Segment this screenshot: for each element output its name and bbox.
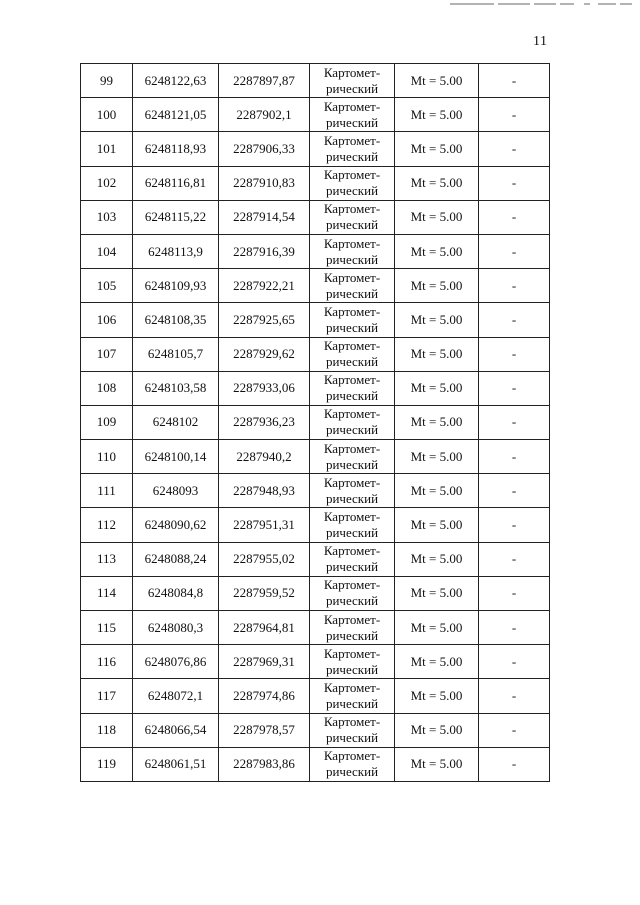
method-line-1: Картомет- — [323, 611, 381, 627]
point-number-cell: 108 — [81, 371, 133, 405]
accuracy-cell: Mt = 5.00 — [395, 371, 479, 405]
method-line-2: рический — [325, 695, 379, 711]
page-number: 11 — [533, 34, 548, 49]
y-coordinate-cell: 2287951,31 — [219, 508, 310, 542]
x-coordinate-cell: 6248121,05 — [133, 98, 219, 132]
note-cell: - — [479, 440, 550, 474]
method-line-2: рический — [325, 285, 379, 301]
point-number-cell: 102 — [81, 166, 133, 200]
method-line-1: Картомет- — [323, 338, 381, 354]
method-line-2: рический — [325, 456, 379, 472]
y-coordinate-cell: 2287922,21 — [219, 269, 310, 303]
x-coordinate-cell: 6248072,1 — [133, 679, 219, 713]
method-cell — [310, 132, 395, 166]
x-coordinate-cell: 6248108,35 — [133, 303, 219, 337]
note-cell: - — [479, 474, 550, 508]
method-line-1: Картомет- — [323, 132, 381, 148]
x-coordinate-cell: 6248090,62 — [133, 508, 219, 542]
x-coordinate-cell: 6248109,93 — [133, 269, 219, 303]
method-cell — [310, 713, 395, 747]
accuracy-cell: Mt = 5.00 — [395, 542, 479, 576]
accuracy-cell: Mt = 5.00 — [395, 679, 479, 713]
method-line-1: Картомет- — [323, 440, 381, 456]
y-coordinate-cell: 2287969,31 — [219, 645, 310, 679]
accuracy-cell: Mt = 5.00 — [395, 303, 479, 337]
note-cell: - — [479, 371, 550, 405]
y-coordinate-cell: 2287916,39 — [219, 234, 310, 268]
x-coordinate-cell: 6248084,8 — [133, 576, 219, 610]
accuracy-cell: Mt = 5.00 — [395, 747, 479, 781]
coordinates-table — [80, 63, 550, 782]
note-cell: - — [479, 64, 550, 98]
method-cell — [310, 234, 395, 268]
method-line-1: Картомет- — [323, 235, 381, 251]
note-cell: - — [479, 303, 550, 337]
x-coordinate-cell: 6248122,63 — [133, 64, 219, 98]
method-cell — [310, 371, 395, 405]
method-line-1: Картомет- — [323, 372, 381, 388]
table-row — [81, 337, 550, 371]
table-row — [81, 64, 550, 98]
point-number-cell: 119 — [81, 747, 133, 781]
method-line-1: Картомет- — [323, 98, 381, 114]
method-line-2: рический — [325, 354, 379, 370]
note-cell: - — [479, 645, 550, 679]
x-coordinate-cell: 6248093 — [133, 474, 219, 508]
x-coordinate-cell: 6248100,14 — [133, 440, 219, 474]
point-number-cell: 110 — [81, 440, 133, 474]
y-coordinate-cell: 2287948,93 — [219, 474, 310, 508]
y-coordinate-cell: 2287964,81 — [219, 611, 310, 645]
point-number-cell: 104 — [81, 234, 133, 268]
accuracy-cell: Mt = 5.00 — [395, 576, 479, 610]
x-coordinate-cell: 6248113,9 — [133, 234, 219, 268]
table-row — [81, 474, 550, 508]
x-coordinate-cell: 6248115,22 — [133, 200, 219, 234]
method-line-2: рический — [325, 114, 379, 130]
method-cell — [310, 303, 395, 337]
table-row — [81, 166, 550, 200]
note-cell: - — [479, 508, 550, 542]
method-line-2: рический — [325, 80, 379, 96]
accuracy-cell: Mt = 5.00 — [395, 234, 479, 268]
method-cell — [310, 98, 395, 132]
x-coordinate-cell: 6248088,24 — [133, 542, 219, 576]
point-number-cell: 113 — [81, 542, 133, 576]
x-coordinate-cell: 6248103,58 — [133, 371, 219, 405]
point-number-cell: 111 — [81, 474, 133, 508]
method-line-2: рический — [325, 661, 379, 677]
accuracy-cell: Mt = 5.00 — [395, 64, 479, 98]
x-coordinate-cell: 6248076,86 — [133, 645, 219, 679]
x-coordinate-cell: 6248116,81 — [133, 166, 219, 200]
y-coordinate-cell: 2287910,83 — [219, 166, 310, 200]
table-row — [81, 747, 550, 781]
note-cell: - — [479, 542, 550, 576]
method-line-2: рический — [325, 319, 379, 335]
method-cell — [310, 508, 395, 542]
note-cell: - — [479, 679, 550, 713]
table-row — [81, 713, 550, 747]
coordinates-table-body — [81, 64, 550, 782]
y-coordinate-cell: 2287925,65 — [219, 303, 310, 337]
table-row — [81, 576, 550, 610]
point-number-cell: 107 — [81, 337, 133, 371]
note-cell: - — [479, 747, 550, 781]
y-coordinate-cell: 2287978,57 — [219, 713, 310, 747]
method-line-1: Картомет- — [323, 543, 381, 559]
method-line-2: рический — [325, 183, 379, 199]
x-coordinate-cell: 6248105,7 — [133, 337, 219, 371]
note-cell: - — [479, 132, 550, 166]
y-coordinate-cell: 2287906,33 — [219, 132, 310, 166]
method-cell — [310, 542, 395, 576]
accuracy-cell: Mt = 5.00 — [395, 508, 479, 542]
method-line-1: Картомет- — [323, 714, 381, 730]
table-row — [81, 611, 550, 645]
point-number-cell: 116 — [81, 645, 133, 679]
accuracy-cell: Mt = 5.00 — [395, 645, 479, 679]
note-cell: - — [479, 611, 550, 645]
method-line-2: рический — [325, 217, 379, 233]
method-line-1: Картомет- — [323, 167, 381, 183]
note-cell: - — [479, 166, 550, 200]
method-cell — [310, 747, 395, 781]
method-line-1: Картомет- — [323, 509, 381, 525]
note-cell: - — [479, 713, 550, 747]
point-number-cell: 103 — [81, 200, 133, 234]
y-coordinate-cell: 2287936,23 — [219, 405, 310, 439]
accuracy-cell: Mt = 5.00 — [395, 98, 479, 132]
point-number-cell: 101 — [81, 132, 133, 166]
y-coordinate-cell: 2287914,54 — [219, 200, 310, 234]
method-cell — [310, 337, 395, 371]
accuracy-cell: Mt = 5.00 — [395, 200, 479, 234]
note-cell: - — [479, 200, 550, 234]
point-number-cell: 112 — [81, 508, 133, 542]
method-line-1: Картомет- — [323, 269, 381, 285]
y-coordinate-cell: 2287929,62 — [219, 337, 310, 371]
point-number-cell: 109 — [81, 405, 133, 439]
method-cell — [310, 64, 395, 98]
note-cell: - — [479, 405, 550, 439]
point-number-cell: 100 — [81, 98, 133, 132]
method-cell — [310, 474, 395, 508]
scan-header-artifact — [448, 0, 638, 9]
accuracy-cell: Mt = 5.00 — [395, 269, 479, 303]
accuracy-cell: Mt = 5.00 — [395, 474, 479, 508]
method-cell — [310, 576, 395, 610]
accuracy-cell: Mt = 5.00 — [395, 166, 479, 200]
y-coordinate-cell: 2287902,1 — [219, 98, 310, 132]
table-row — [81, 371, 550, 405]
note-cell: - — [479, 98, 550, 132]
method-cell — [310, 269, 395, 303]
x-coordinate-cell: 6248061,51 — [133, 747, 219, 781]
y-coordinate-cell: 2287933,06 — [219, 371, 310, 405]
point-number-cell: 106 — [81, 303, 133, 337]
point-number-cell: 117 — [81, 679, 133, 713]
method-line-2: рический — [325, 422, 379, 438]
method-line-2: рический — [325, 251, 379, 267]
accuracy-cell: Mt = 5.00 — [395, 132, 479, 166]
point-number-cell: 118 — [81, 713, 133, 747]
method-line-2: рический — [325, 559, 379, 575]
method-line-1: Картомет- — [323, 406, 381, 422]
method-cell — [310, 166, 395, 200]
table-row — [81, 98, 550, 132]
point-number-cell: 99 — [81, 64, 133, 98]
method-line-2: рический — [325, 490, 379, 506]
method-line-2: рический — [325, 764, 379, 780]
method-line-1: Картомет- — [323, 64, 381, 80]
x-coordinate-cell: 6248066,54 — [133, 713, 219, 747]
note-cell: - — [479, 234, 550, 268]
note-cell: - — [479, 337, 550, 371]
table-row — [81, 405, 550, 439]
table-row — [81, 542, 550, 576]
note-cell: - — [479, 269, 550, 303]
method-cell — [310, 200, 395, 234]
table-row — [81, 508, 550, 542]
method-line-2: рический — [325, 388, 379, 404]
method-line-1: Картомет- — [323, 474, 381, 490]
method-line-1: Картомет- — [323, 679, 381, 695]
method-line-1: Картомет- — [323, 645, 381, 661]
table-row — [81, 303, 550, 337]
x-coordinate-cell: 6248102 — [133, 405, 219, 439]
table-row — [81, 234, 550, 268]
y-coordinate-cell: 2287974,86 — [219, 679, 310, 713]
y-coordinate-cell: 2287940,2 — [219, 440, 310, 474]
table-row — [81, 132, 550, 166]
method-line-1: Картомет- — [323, 748, 381, 764]
method-line-1: Картомет- — [323, 303, 381, 319]
point-number-cell: 105 — [81, 269, 133, 303]
method-cell — [310, 645, 395, 679]
accuracy-cell: Mt = 5.00 — [395, 337, 479, 371]
y-coordinate-cell: 2287955,02 — [219, 542, 310, 576]
note-cell: - — [479, 576, 550, 610]
method-cell — [310, 405, 395, 439]
method-line-2: рический — [325, 730, 379, 746]
method-line-1: Картомет- — [323, 201, 381, 217]
method-line-2: рический — [325, 525, 379, 541]
method-cell — [310, 679, 395, 713]
y-coordinate-cell: 2287983,86 — [219, 747, 310, 781]
point-number-cell: 115 — [81, 611, 133, 645]
accuracy-cell: Mt = 5.00 — [395, 611, 479, 645]
table-row — [81, 679, 550, 713]
table-row — [81, 269, 550, 303]
x-coordinate-cell: 6248080,3 — [133, 611, 219, 645]
method-line-1: Картомет- — [323, 577, 381, 593]
table-row — [81, 645, 550, 679]
table-row — [81, 200, 550, 234]
method-line-2: рический — [325, 593, 379, 609]
method-cell — [310, 611, 395, 645]
y-coordinate-cell: 2287959,52 — [219, 576, 310, 610]
point-number-cell: 114 — [81, 576, 133, 610]
accuracy-cell: Mt = 5.00 — [395, 713, 479, 747]
table-row — [81, 440, 550, 474]
y-coordinate-cell: 2287897,87 — [219, 64, 310, 98]
accuracy-cell: Mt = 5.00 — [395, 440, 479, 474]
accuracy-cell: Mt = 5.00 — [395, 405, 479, 439]
method-cell — [310, 440, 395, 474]
x-coordinate-cell: 6248118,93 — [133, 132, 219, 166]
method-line-2: рический — [325, 627, 379, 643]
method-line-2: рический — [325, 148, 379, 164]
